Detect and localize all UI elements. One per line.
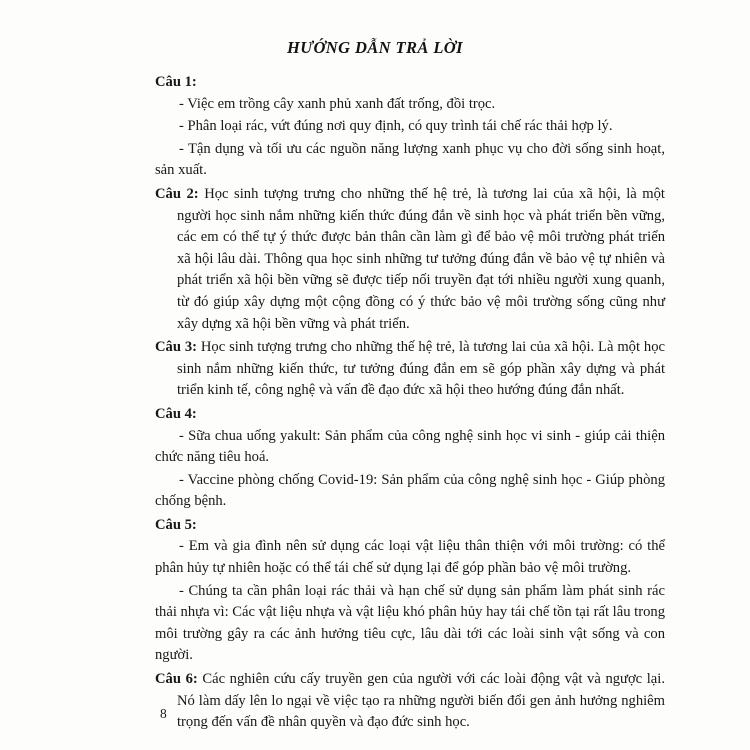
answer-block-4 xyxy=(155,404,665,513)
question-label-3: Câu 3: xyxy=(155,339,197,356)
answer-paragraph xyxy=(155,337,665,402)
answer-block-2 xyxy=(155,184,665,335)
answer-block-6 xyxy=(155,669,665,734)
answer-line: - Em và gia đình nên sử dụng các loại vật liệu thân thiện với môi trường: có thể phân hủy tự nhiên hoặc có thể tái chế sử dụng lại để góp phần bảo vệ môi trường. xyxy=(155,538,665,577)
answer-paragraph xyxy=(155,669,665,734)
answer-line: - Chúng ta cần phân loại rác thải và hạn chế sử dụng sản phẩm làm phát sinh rác thải nhựa vì: Các vật liệu nhựa và vật liệu khó phân hủy hay tái chế tồn tại rất lâu trong môi trường gây ra các ảnh hưởng tiêu cực, lâu dài tới các loài sinh vật sống và con người. xyxy=(155,582,665,664)
question-label-2: Câu 2: xyxy=(155,185,199,202)
answer-paragraph xyxy=(155,184,665,335)
answer-line: - Vaccine phòng chống Covid-19: Sản phẩm của công nghệ sinh học - Giúp phòng chống bệnh. xyxy=(155,471,665,510)
answer-line: - Sữa chua uống yakult: Sản phẩm của công nghệ sinh học vi sinh - giúp cải thiện chức năng tiêu hoá. xyxy=(155,427,665,466)
answer-text: Học sinh tượng trưng cho những thế hệ trẻ, là tương lai của xã hội. Là một học sinh nắm những kiến thức, tư tưởng đúng đắn em sẽ góp phần xây dựng và phát triển kinh tế, công nghệ và vấn đề đạo đức xã hội theo hướng đúng đắn nhất. xyxy=(177,339,665,399)
document-body xyxy=(40,72,710,734)
answer-block-1 xyxy=(155,72,665,182)
answer-block-3 xyxy=(155,337,665,402)
answer-block-5 xyxy=(155,515,665,667)
answer-text: Học sinh tượng trưng cho những thế hệ trẻ, là tương lai của xã hội, là một người học sinh nắm những kiến thức đúng đắn về sinh học và phát triển bền vững, các em có thể tự ý thức được bản thân cần làm gì để bảo vệ môi trường phát triển xã hội lâu dài. Thông qua học sinh những tư tưởng đúng đắn về bảo vệ tự nhiên và phát triển xã hội bền vững sẽ được tiếp nối truyền đạt tới nhiều người xung quanh, từ đó giúp xây dựng một cộng đồng có ý thức bảo vệ môi trường sống cũng như xây dựng xã hội bền vững và phát triển. xyxy=(177,185,665,332)
question-label-1: Câu 1: xyxy=(155,74,197,90)
question-label-4: Câu 4: xyxy=(155,405,197,422)
question-label-6: Câu 6: xyxy=(155,671,198,688)
answer-text: Các nghiên cứu cấy truyền gen của người với các loài động vật và ngược lại. Nó làm dấy lên lo ngại về việc tạo ra những người biến đổi gen ảnh hưởng nghiêm trọng đến vấn đề nhân quyền và đạo đức sinh học. xyxy=(177,671,665,731)
page-number: 8 xyxy=(160,706,167,721)
answer-line: - Phân loại rác, vứt đúng nơi quy định, có quy trình tái chế rác thải hợp lý. xyxy=(179,118,613,135)
answer-line: - Tận dụng và tối ưu các nguồn năng lượng xanh phục vụ cho đời sống sinh hoạt, sản xuất. xyxy=(155,140,665,179)
page-title: HƯỚNG DẪN TRẢ LỜI xyxy=(287,38,463,57)
answer-line: - Việc em trồng cây xanh phủ xanh đất trống, đồi trọc. xyxy=(179,95,496,112)
question-label-5: Câu 5: xyxy=(155,516,197,533)
